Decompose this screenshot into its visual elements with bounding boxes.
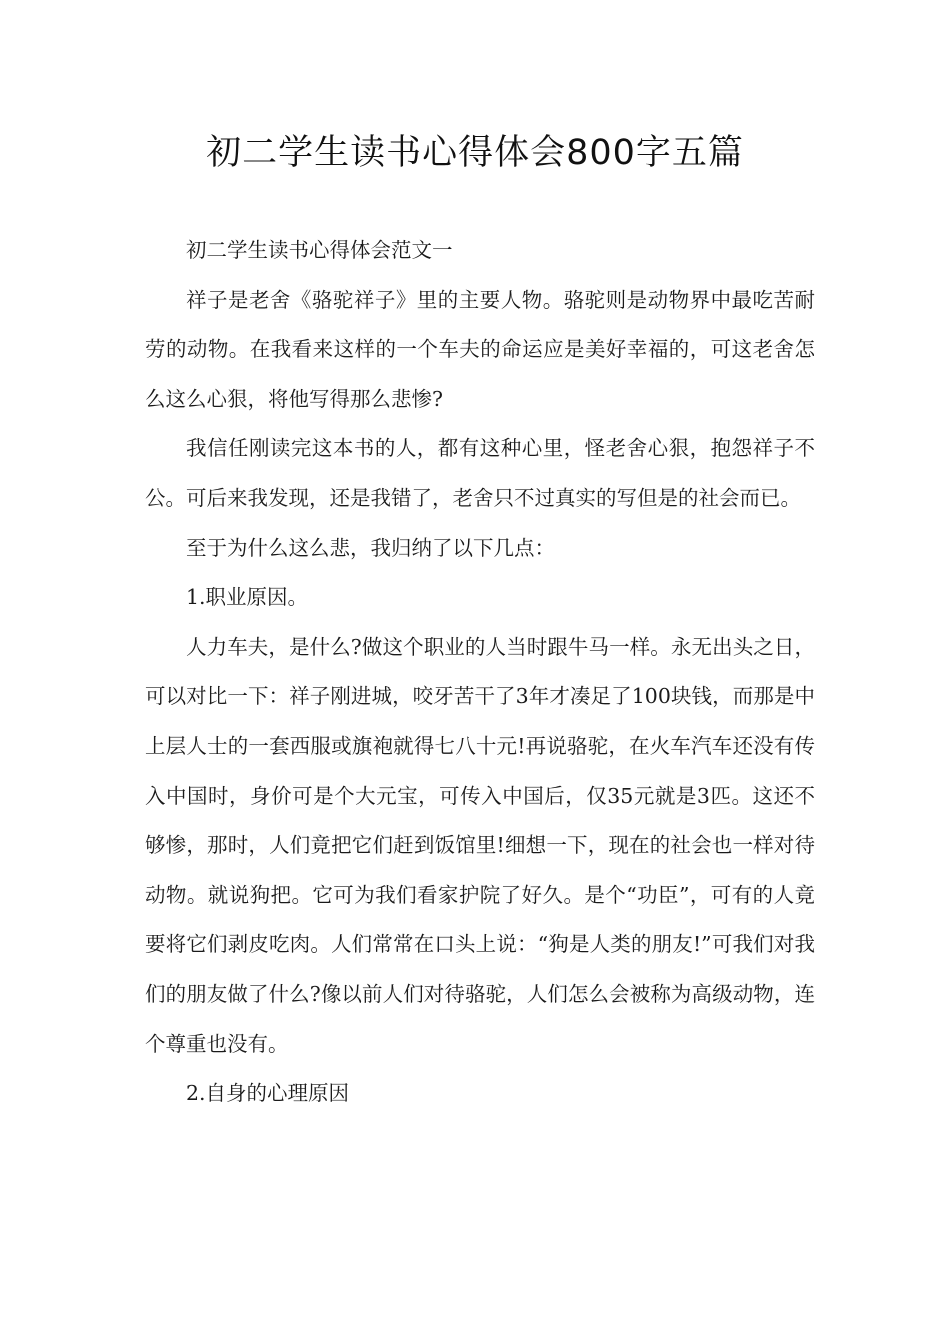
paragraph: 我信任刚读完这本书的人，都有这种心里，怪老舍心狠，抱怨祥子不公。可后来我发现，还是我错了，老舍只不过真实的写但是的社会而已。 (145, 436, 815, 510)
paragraph: 至于为什么这么悲，我归纳了以下几点： (186, 535, 555, 560)
list-point-heading: 1.职业原因。 (186, 585, 309, 610)
list-point-heading: 2.自身的心理原因 (186, 1081, 350, 1106)
document-title: 初二学生读书心得体会800字五篇 (206, 133, 744, 173)
document-body (145, 226, 815, 1119)
section-heading: 初二学生读书心得体会范文一 (186, 238, 453, 262)
paragraph: 祥子是老舍《骆驼祥子》里的主要人物。骆驼则是动物界中最吃苦耐劳的动物。在我看来这样的一个车夫的命运应是美好幸福的，可这老舍怎么这么心狠，将他写得那么悲惨? (145, 287, 815, 411)
paragraph: 人力车夫，是什么?做这个职业的人当时跟牛马一样。永无出头之日，可以对比一下：祥子刚进城，咬牙苦干了3年才凑足了100块钱，而那是中上层人士的一套西服或旗袍就得七八十元!再说骆驼，在火车汽车还没有传入中国时，身价可是个大元宝，可传入中国后，仅35元就是3匹。这还不够惨，那时，人们竟把它们赶到饭馆里!细想一下，现在的社会也一样对待动物。就说狗把。它可为我们看家护院了好久。是个“功臣”，可有的人竟要将它们剥皮吃肉。人们常常在口头上说：“狗是人类的朋友!”可我们对我们的朋友做了什么?像以前人们对待骆驼，人们怎么会被称为高级动物，连个尊重也没有。 (145, 634, 815, 1056)
